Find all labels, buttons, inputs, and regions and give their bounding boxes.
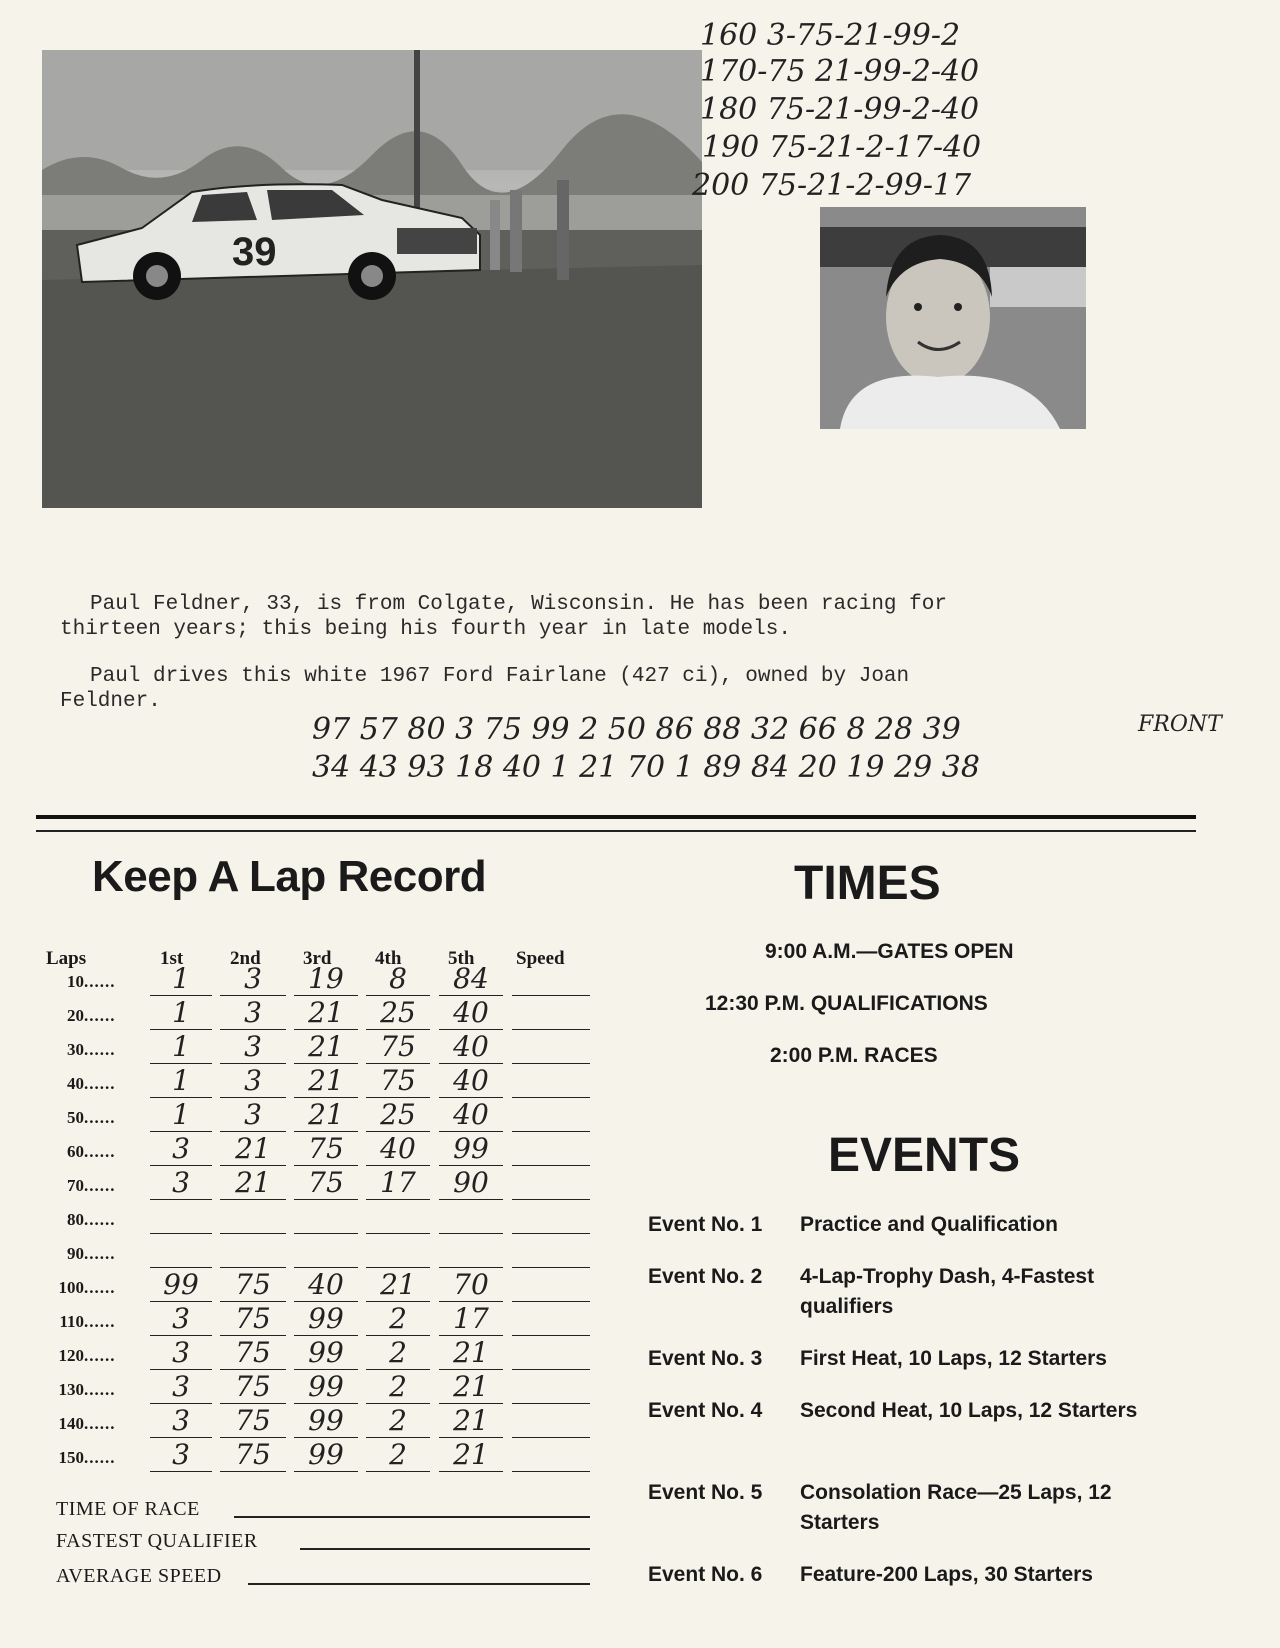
race-car-illustration [42, 50, 702, 508]
lap-cell-4th[interactable]: 2 [366, 1439, 430, 1472]
lap-number: 100 [58, 1278, 84, 1297]
lap-row-label [54, 1448, 144, 1468]
lap-cell-2nd[interactable]: 75 [220, 1371, 286, 1404]
lap-number: 30 [67, 1040, 84, 1059]
car-numbers-row: 97 57 80 3 75 99 2 50 86 88 32 66 8 28 39 [312, 712, 961, 747]
event-number: Event No. 4 [648, 1399, 763, 1422]
lap-cell-speed[interactable] [512, 1099, 590, 1132]
lap-cell-speed[interactable] [512, 1337, 590, 1370]
lap-cell-4th[interactable]: 2 [366, 1405, 430, 1438]
lap-cell-1st[interactable]: 3 [150, 1371, 212, 1404]
leader-dots: ...... [84, 1448, 116, 1467]
bio-line: Feldner. [60, 690, 161, 713]
lap-cell-1st[interactable]: 3 [150, 1303, 212, 1336]
lap-cell-4th[interactable]: 8 [366, 963, 430, 996]
lap-cell-speed[interactable] [512, 1065, 590, 1098]
lap-cell-5th[interactable]: 21 [439, 1337, 503, 1370]
event-description: Consolation Race—25 Laps, 12 Starters [800, 1481, 1112, 1534]
lap-cell-speed[interactable] [512, 1269, 590, 1302]
lap-row-label [54, 1380, 144, 1400]
leader-dots: ...... [84, 1006, 116, 1025]
lap-cell-5th[interactable]: 21 [439, 1371, 503, 1404]
times-qualifications: 12:30 P.M. QUALIFICATIONS [705, 992, 988, 1015]
driver-portrait-photo [820, 207, 1086, 429]
lap-cell-5th[interactable]: 40 [439, 1031, 503, 1064]
lap-row-label [54, 1244, 144, 1264]
lap-cell-2nd[interactable]: 3 [220, 963, 286, 996]
fastest-qualifier-line[interactable] [300, 1548, 590, 1550]
lap-cell-5th[interactable]: 70 [439, 1269, 503, 1302]
lap-cell-1st[interactable]: 3 [150, 1167, 212, 1200]
leader-dots: ...... [84, 1142, 116, 1161]
lap-number: 10 [67, 972, 84, 991]
note-line: 190 75-21-2-17-40 [702, 130, 982, 165]
lap-row [54, 996, 594, 1030]
lap-cell-speed[interactable] [512, 1201, 590, 1234]
lap-number: 120 [58, 1346, 84, 1365]
lap-cell-4th[interactable]: 25 [366, 1099, 430, 1132]
driver-illustration [820, 207, 1086, 429]
lap-cell-1st[interactable]: 1 [150, 1099, 212, 1132]
lap-cell-3rd[interactable]: 75 [294, 1133, 358, 1166]
lap-cell-5th[interactable]: 99 [439, 1133, 503, 1166]
lap-row-label [54, 1142, 144, 1162]
lap-cell-5th[interactable]: 40 [439, 1099, 503, 1132]
lap-cell-3rd[interactable]: 99 [294, 1337, 358, 1370]
fastest-qualifier-label: FASTEST QUALIFIER [56, 1530, 258, 1552]
lap-cell-4th[interactable]: 75 [366, 1065, 430, 1098]
lap-cell-speed[interactable] [512, 1303, 590, 1336]
lap-cell-1st[interactable]: 3 [150, 1439, 212, 1472]
lap-row-label [54, 1414, 144, 1434]
lap-cell-2nd[interactable]: 21 [220, 1133, 286, 1166]
lap-cell-speed[interactable] [512, 1439, 590, 1472]
lap-row [54, 1030, 594, 1064]
lap-cell-5th[interactable]: 17 [439, 1303, 503, 1336]
lap-cell-3rd[interactable]: 40 [294, 1269, 358, 1302]
leader-dots: ...... [84, 1074, 116, 1093]
note-line: 180 75-21-99-2-40 [700, 92, 980, 127]
lap-row [54, 1098, 594, 1132]
time-of-race-label: TIME OF RACE [56, 1498, 200, 1520]
event-description: Practice and Qualification [800, 1213, 1058, 1236]
lap-cell-5th[interactable]: 84 [439, 963, 503, 996]
note-line: 200 75-21-2-99-17 [692, 168, 972, 203]
lap-cell-speed[interactable] [512, 997, 590, 1030]
lap-number: 140 [58, 1414, 84, 1433]
lap-cell-4th[interactable]: 17 [366, 1167, 430, 1200]
leader-dots: ...... [84, 1108, 116, 1127]
lap-row [54, 1302, 594, 1336]
times-gates-open: 9:00 A.M.—GATES OPEN [765, 940, 1014, 963]
lap-cell-5th[interactable]: 21 [439, 1439, 503, 1472]
lap-cell-2nd[interactable]: 75 [220, 1303, 286, 1336]
lap-row [54, 1132, 594, 1166]
lap-row-label [54, 1074, 144, 1094]
lap-cell-4th[interactable] [366, 1235, 430, 1268]
lap-cell-2nd[interactable] [220, 1235, 286, 1268]
note-line: 160 3-75-21-99-2 [700, 18, 961, 53]
col-header-speed: Speed [516, 948, 565, 969]
lap-row [54, 1370, 594, 1404]
lap-cell-2nd[interactable]: 3 [220, 1031, 286, 1064]
lap-cell-5th[interactable] [439, 1201, 503, 1234]
lap-row [54, 1438, 594, 1472]
lap-cell-speed[interactable] [512, 1405, 590, 1438]
leader-dots: ...... [84, 1278, 116, 1297]
lap-row-label [54, 1108, 144, 1128]
event-number: Event No. 3 [648, 1347, 763, 1370]
leader-dots: ...... [84, 1210, 116, 1229]
col-header-4th: 4th [375, 948, 402, 969]
lap-cell-4th[interactable]: 2 [366, 1337, 430, 1370]
lap-row [54, 1234, 594, 1268]
event-description: First Heat, 10 Laps, 12 Starters [800, 1347, 1107, 1370]
lap-cell-5th[interactable]: 40 [439, 997, 503, 1030]
car-numbers-row: 34 43 93 18 40 1 21 70 1 89 84 20 19 29 38 [312, 750, 980, 785]
lap-cell-3rd[interactable]: 21 [294, 1065, 358, 1098]
lap-cell-2nd[interactable]: 75 [220, 1269, 286, 1302]
svg-text:39: 39 [232, 230, 277, 274]
lap-row-label [54, 1210, 144, 1230]
note-line: 170-75 21-99-2-40 [700, 54, 980, 89]
lap-cell-speed[interactable] [512, 963, 590, 996]
event-number: Event No. 6 [648, 1563, 763, 1586]
leader-dots: ...... [84, 1346, 116, 1365]
lap-cell-3rd[interactable]: 99 [294, 1303, 358, 1336]
lap-cell-2nd[interactable]: 3 [220, 1065, 286, 1098]
leader-dots: ...... [84, 1380, 116, 1399]
lap-row [54, 962, 594, 996]
divider-rule [36, 815, 1196, 819]
lap-cell-1st[interactable]: 1 [150, 963, 212, 996]
lap-cell-speed[interactable] [512, 1133, 590, 1166]
lap-cell-speed[interactable] [512, 1167, 590, 1200]
front-note: FRONT [1138, 712, 1222, 737]
lap-cell-5th[interactable]: 40 [439, 1065, 503, 1098]
lap-cell-speed[interactable] [512, 1371, 590, 1404]
race-car-photo [42, 50, 702, 508]
lap-row-label [54, 1312, 144, 1332]
lap-cell-3rd[interactable]: 99 [294, 1371, 358, 1404]
event-number: Event No. 1 [648, 1213, 763, 1236]
lap-row [54, 1268, 594, 1302]
lap-cell-2nd[interactable]: 75 [220, 1337, 286, 1370]
lap-number: 40 [67, 1074, 84, 1093]
lap-cell-1st[interactable]: 3 [150, 1405, 212, 1438]
lap-row-label [54, 1278, 144, 1298]
event-description: Feature-200 Laps, 30 Starters [800, 1563, 1093, 1586]
col-header-3rd: 3rd [303, 948, 332, 969]
lap-cell-speed[interactable] [512, 1031, 590, 1064]
times-races: 2:00 P.M. RACES [770, 1044, 938, 1067]
lap-cell-3rd[interactable] [294, 1235, 358, 1268]
lap-cell-4th[interactable]: 21 [366, 1269, 430, 1302]
lap-number: 60 [67, 1142, 84, 1161]
lap-cell-2nd[interactable]: 75 [220, 1405, 286, 1438]
lap-cell-4th[interactable]: 40 [366, 1133, 430, 1166]
lap-row [54, 1166, 594, 1200]
leader-dots: ...... [84, 1414, 116, 1433]
average-speed-label: AVERAGE SPEED [56, 1565, 222, 1587]
lap-cell-5th[interactable] [439, 1235, 503, 1268]
lap-number: 80 [67, 1210, 84, 1229]
lap-cell-1st[interactable]: 3 [150, 1337, 212, 1370]
lap-cell-2nd[interactable] [220, 1201, 286, 1234]
lap-row [54, 1064, 594, 1098]
divider-rule [36, 830, 1196, 832]
bio-line: thirteen years; this being his fourth year in late models. [60, 618, 791, 641]
lap-row-label [54, 972, 144, 992]
lap-number: 150 [58, 1448, 84, 1467]
events-title: EVENTS [828, 1129, 1021, 1182]
lap-cell-3rd[interactable]: 21 [294, 1031, 358, 1064]
lap-cell-speed[interactable] [512, 1235, 590, 1268]
event-description: Second Heat, 10 Laps, 12 Starters [800, 1399, 1138, 1422]
col-header-laps: Laps [46, 948, 87, 969]
lap-cell-3rd[interactable]: 99 [294, 1439, 358, 1472]
lap-number: 110 [59, 1312, 84, 1331]
lap-number: 50 [67, 1108, 84, 1127]
lap-number: 130 [58, 1380, 84, 1399]
event-description: 4-Lap-Trophy Dash, 4-Fastest qualifiers [800, 1265, 1095, 1318]
col-header-1st: 1st [160, 948, 184, 969]
lap-row [54, 1336, 594, 1370]
lap-cell-1st[interactable]: 99 [150, 1269, 212, 1302]
lap-cell-1st[interactable] [150, 1235, 212, 1268]
leader-dots: ...... [84, 1176, 116, 1195]
lap-cell-3rd[interactable]: 75 [294, 1167, 358, 1200]
lap-cell-1st[interactable]: 1 [150, 997, 212, 1030]
lap-number: 90 [67, 1244, 84, 1263]
driver-bio [60, 592, 1180, 714]
lap-cell-4th[interactable]: 75 [366, 1031, 430, 1064]
col-header-5th: 5th [448, 948, 475, 969]
lap-record-title: Keep A Lap Record [92, 852, 487, 901]
lap-row [54, 1200, 594, 1234]
lap-cell-1st[interactable]: 3 [150, 1133, 212, 1166]
leader-dots: ...... [84, 1040, 116, 1059]
lap-cell-2nd[interactable]: 3 [220, 1099, 286, 1132]
lap-cell-5th[interactable]: 21 [439, 1405, 503, 1438]
lap-cell-1st[interactable]: 1 [150, 1031, 212, 1064]
lap-cell-2nd[interactable]: 3 [220, 997, 286, 1030]
lap-number: 20 [67, 1006, 84, 1025]
leader-dots: ...... [84, 972, 116, 991]
event-number: Event No. 2 [648, 1265, 763, 1288]
lap-cell-1st[interactable] [150, 1201, 212, 1234]
times-title: TIMES [794, 857, 941, 910]
time-of-race-line[interactable] [234, 1516, 590, 1518]
lap-cell-3rd[interactable]: 99 [294, 1405, 358, 1438]
leader-dots: ...... [84, 1312, 116, 1331]
bio-line: Paul drives this white 1967 Ford Fairlane (427 ci), owned by Joan [90, 665, 910, 688]
col-header-2nd: 2nd [230, 948, 261, 969]
lap-cell-1st[interactable]: 1 [150, 1065, 212, 1098]
lap-cell-4th[interactable] [366, 1201, 430, 1234]
lap-cell-4th[interactable]: 25 [366, 997, 430, 1030]
lap-row-label [54, 1176, 144, 1196]
lap-number: 70 [67, 1176, 84, 1195]
lap-row [54, 1404, 594, 1438]
lap-cell-3rd[interactable]: 19 [294, 963, 358, 996]
event-number: Event No. 5 [648, 1481, 763, 1504]
bio-line: Paul Feldner, 33, is from Colgate, Wisconsin. He has been racing for [90, 593, 947, 616]
lap-cell-3rd[interactable]: 21 [294, 997, 358, 1030]
lap-row-label [54, 1006, 144, 1026]
lap-cell-4th[interactable]: 2 [366, 1371, 430, 1404]
lap-cell-3rd[interactable] [294, 1201, 358, 1234]
lap-cell-3rd[interactable]: 21 [294, 1099, 358, 1132]
lap-cell-2nd[interactable]: 21 [220, 1167, 286, 1200]
lap-cell-5th[interactable]: 90 [439, 1167, 503, 1200]
leader-dots: ...... [84, 1244, 116, 1263]
lap-row-label [54, 1040, 144, 1060]
lap-row-label [54, 1346, 144, 1366]
average-speed-line[interactable] [248, 1583, 590, 1585]
lap-cell-4th[interactable]: 2 [366, 1303, 430, 1336]
lap-cell-2nd[interactable]: 75 [220, 1439, 286, 1472]
